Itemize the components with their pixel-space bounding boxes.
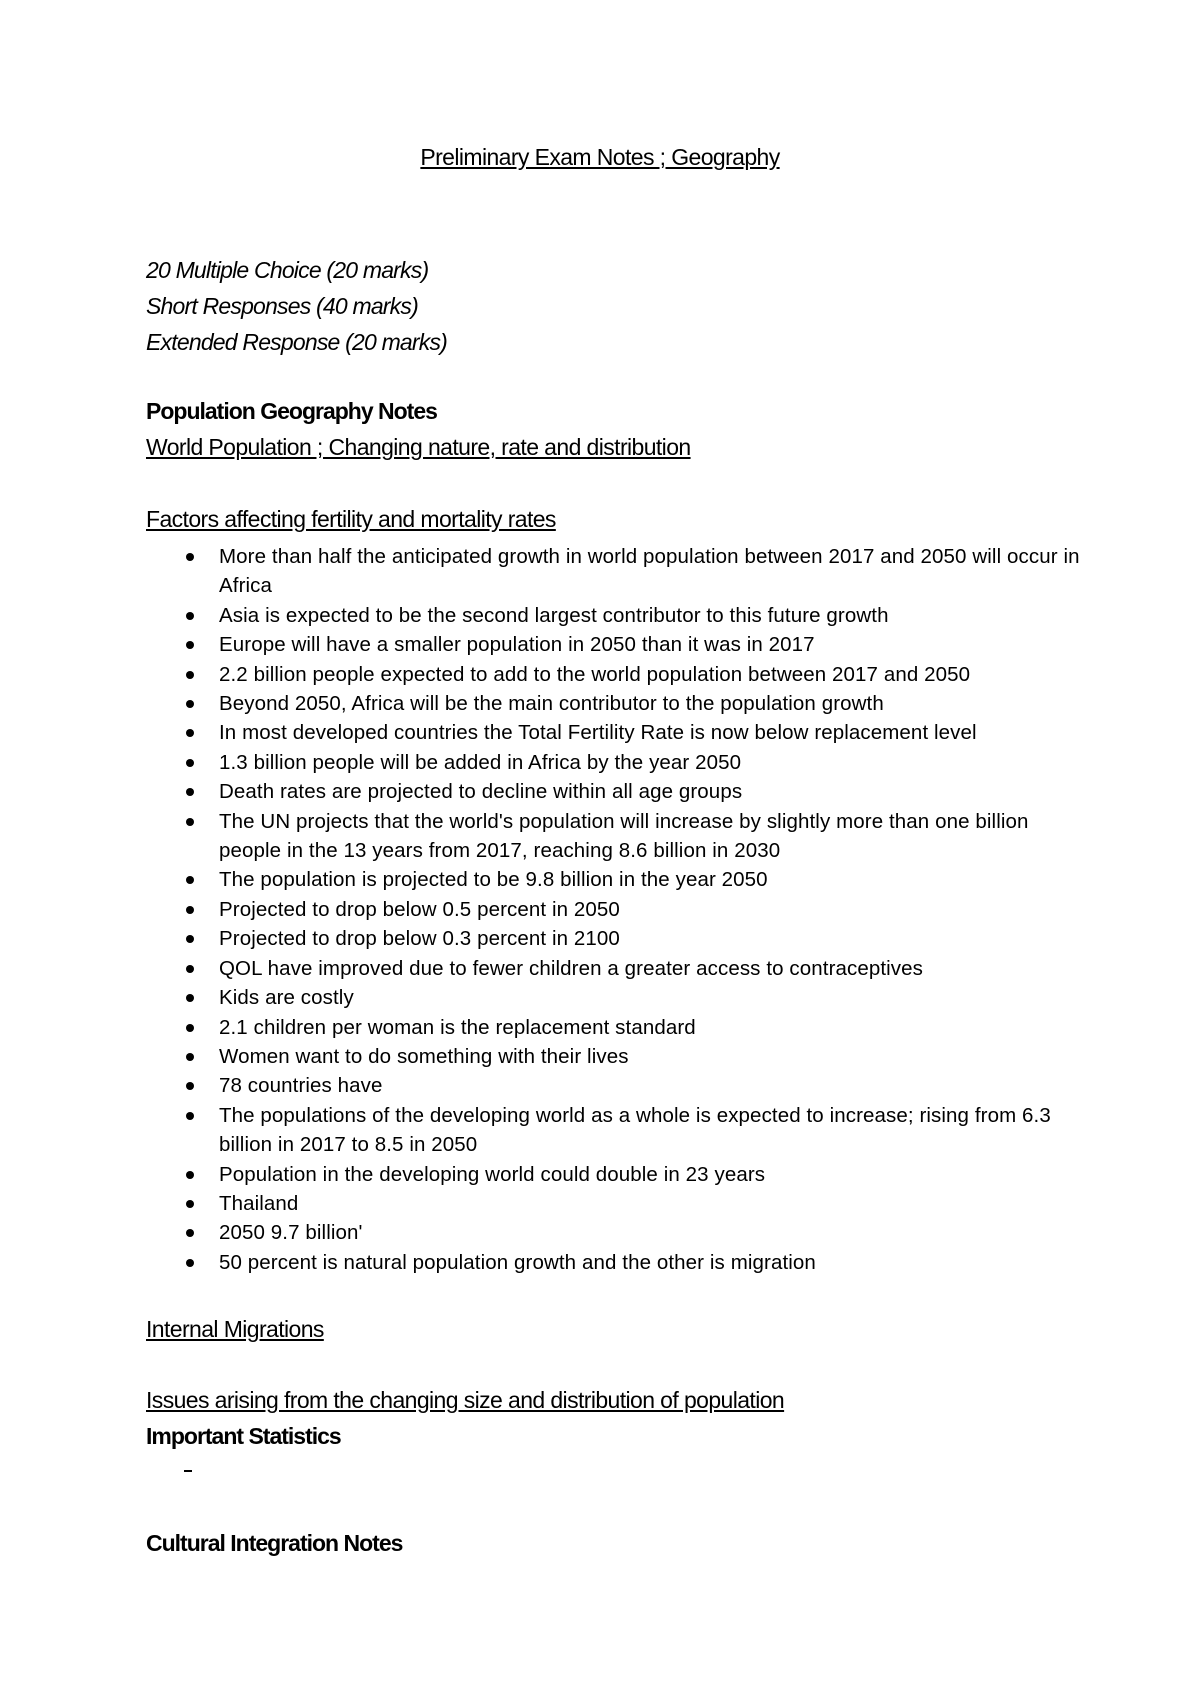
list-item: Population in the developing world could double in 23 years — [146, 1160, 1086, 1189]
list-item: Projected to drop below 0.5 percent in 2050 — [146, 895, 1086, 924]
list-item: Asia is expected to be the second largest contributor to this future growth — [146, 601, 1086, 630]
list-item: 2.1 children per woman is the replacement standard — [146, 1013, 1086, 1042]
list-item: 78 countries have — [146, 1071, 1086, 1100]
document-title: Preliminary Exam Notes ; Geography — [420, 144, 780, 170]
list-item: 2.2 billion people expected to add to the world population between 2017 and 2050 — [146, 660, 1086, 689]
exam-format-list — [146, 252, 447, 360]
bullet-icon — [186, 553, 194, 561]
factors-bullet-list — [146, 542, 1086, 1277]
bullet-icon — [186, 700, 194, 708]
bullet-icon — [186, 876, 194, 884]
bullet-icon — [186, 1024, 194, 1032]
list-item: The UN projects that the world's population will increase by slightly more than one billion people in the 13 years from 2017, reaching 8.6 billion in 2030 — [146, 807, 1086, 866]
issues-heading: Issues arising from the changing size and distribution of population — [146, 1387, 785, 1413]
factors-heading: Factors affecting fertility and mortality rates — [146, 506, 556, 532]
bullet-icon — [186, 729, 194, 737]
list-item: 50 percent is natural population growth and the other is migration — [146, 1248, 1086, 1277]
bullet-icon — [186, 1053, 194, 1061]
exam-format-short-responses: Short Responses (40 marks) — [146, 293, 418, 319]
important-statistics-heading: Important Statistics — [146, 1423, 341, 1449]
list-item: More than half the anticipated growth in world population between 2017 and 2050 will occur in Africa — [146, 542, 1086, 601]
list-item: The populations of the developing world as a whole is expected to increase; rising from 6.3 billion in 2017 to 8.5 in 2050 — [146, 1101, 1086, 1160]
population-geography-heading: Population Geography Notes — [146, 398, 437, 424]
dash-bullet-icon — [184, 1470, 192, 1472]
bullet-icon — [186, 671, 194, 679]
list-item: Europe will have a smaller population in 2050 than it was in 2017 — [146, 630, 1086, 659]
world-population-subheading: World Population ; Changing nature, rate and distribution — [146, 434, 691, 460]
list-item: Beyond 2050, Africa will be the main contributor to the population growth — [146, 689, 1086, 718]
list-item: 2050 9.7 billion' — [146, 1218, 1086, 1247]
internal-migrations-heading: Internal Migrations — [146, 1316, 324, 1342]
bullet-icon — [186, 759, 194, 767]
exam-format-extended-response: Extended Response (20 marks) — [146, 329, 448, 355]
bullet-icon — [186, 641, 194, 649]
bullet-icon — [186, 818, 194, 826]
bullet-icon — [186, 935, 194, 943]
bullet-icon — [186, 1171, 194, 1179]
list-item: QOL have improved due to fewer children a greater access to contraceptives — [146, 954, 1086, 983]
bullet-icon — [186, 1112, 194, 1120]
list-item: Kids are costly — [146, 983, 1086, 1012]
list-item: In most developed countries the Total Fertility Rate is now below replacement level — [146, 718, 1086, 747]
bullet-icon — [186, 994, 194, 1002]
list-item: Thailand — [146, 1189, 1086, 1218]
bullet-icon — [186, 906, 194, 914]
cultural-integration-heading: Cultural Integration Notes — [146, 1530, 403, 1556]
bullet-icon — [186, 965, 194, 973]
bullet-icon — [186, 612, 194, 620]
bullet-icon — [186, 1200, 194, 1208]
list-item: Projected to drop below 0.3 percent in 2100 — [146, 924, 1086, 953]
bullet-icon — [186, 1082, 194, 1090]
list-item: Death rates are projected to decline within all age groups — [146, 777, 1086, 806]
list-item: 1.3 billion people will be added in Africa by the year 2050 — [146, 748, 1086, 777]
bullet-icon — [186, 1229, 194, 1237]
bullet-icon — [186, 788, 194, 796]
list-item: Women want to do something with their lives — [146, 1042, 1086, 1071]
bullet-icon — [186, 1259, 194, 1267]
list-item: The population is projected to be 9.8 billion in the year 2050 — [146, 865, 1086, 894]
exam-format-multiple-choice: 20 Multiple Choice (20 marks) — [146, 257, 429, 283]
